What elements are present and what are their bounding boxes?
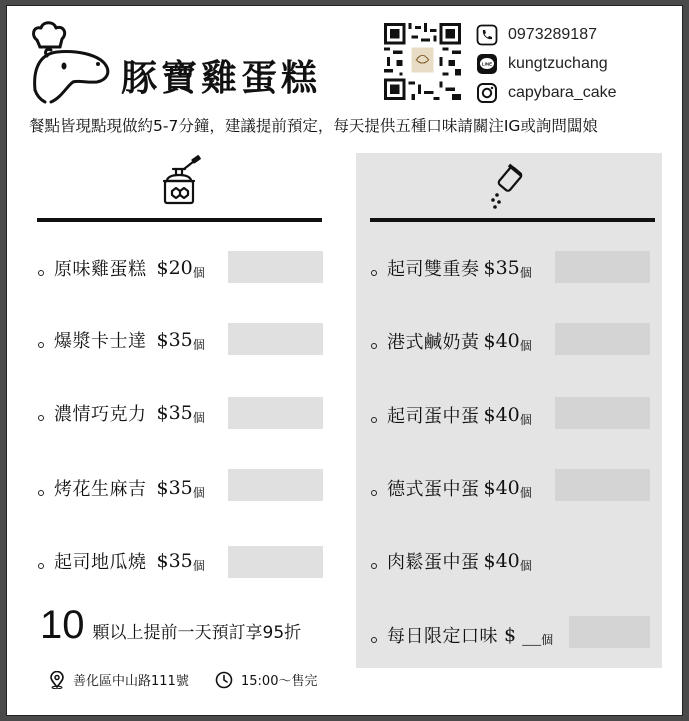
- svg-text:LINE: LINE: [481, 60, 493, 66]
- quantity-input-left-1[interactable]: [228, 251, 323, 283]
- menu-item-left-1: 原味雞蛋糕 $20 個: [38, 252, 205, 284]
- quantity-input-right-6[interactable]: [569, 616, 650, 648]
- menu-item-right-1: 起司雙重奏 $35 個: [371, 252, 532, 284]
- bullet-icon: [371, 637, 377, 643]
- phone-icon: [476, 24, 498, 46]
- bullet-icon: [371, 417, 377, 423]
- menu-item-left-5: 起司地瓜燒 $35 個: [38, 545, 205, 577]
- menu-item-left-3: 濃情巧克力 $35 個: [38, 397, 205, 429]
- bullet-icon: [38, 342, 44, 348]
- menu-item-right-5: 肉鬆蛋中蛋 $40 個: [371, 545, 532, 577]
- menu-item-right-4: 德式蛋中蛋 $40 個: [371, 472, 532, 504]
- quantity-input-right-4[interactable]: [555, 469, 650, 501]
- bullet-icon: [371, 270, 377, 276]
- menu-item-left-4: 烤花生麻吉 $35 個: [38, 472, 205, 504]
- bulk-order-promo: 10 顆以上提前一天預訂享95折: [40, 603, 302, 647]
- bullet-icon: [371, 490, 377, 496]
- quantity-input-left-2[interactable]: [228, 323, 323, 355]
- shaker-icon: [487, 162, 529, 212]
- contact-instagram[interactable]: capybara_cake: [476, 78, 676, 107]
- left-column-divider: [37, 218, 322, 222]
- menu-item-right-6: 每日限定口味 $ __ 個: [371, 619, 553, 651]
- clock-icon: [215, 671, 233, 689]
- quantity-input-left-3[interactable]: [228, 397, 323, 429]
- contact-phone[interactable]: 0973289187: [476, 20, 676, 49]
- footer-address: 善化區中山路111號: [49, 670, 189, 689]
- quantity-input-left-4[interactable]: [228, 469, 323, 501]
- location-pin-icon: [49, 671, 65, 689]
- right-column-divider: [370, 218, 655, 222]
- bullet-icon: [38, 415, 44, 421]
- bullet-icon: [371, 343, 377, 349]
- quantity-input-left-5[interactable]: [228, 546, 323, 578]
- menu-item-right-2: 港式鹹奶黃 $40 個: [371, 325, 532, 357]
- quantity-input-right-1[interactable]: [555, 251, 650, 283]
- quantity-input-right-2[interactable]: [555, 323, 650, 355]
- quantity-input-right-3[interactable]: [555, 397, 650, 429]
- brand-logo: [27, 20, 377, 110]
- line-icon: [476, 53, 498, 75]
- contact-line[interactable]: LINE kungtzuchang: [476, 49, 676, 78]
- menu-sheet: [6, 5, 683, 716]
- capybara-chef-icon: [27, 20, 112, 106]
- menu-item-right-3: 起司蛋中蛋 $40 個: [371, 399, 532, 431]
- order-notice: 餐點皆現點現做約5-7分鐘，建議提前預定，每天提供五種口味請關注IG或詢問闆娘: [29, 117, 598, 135]
- menu-item-left-2: 爆漿卡士達 $35 個: [38, 324, 205, 356]
- bullet-icon: [371, 563, 377, 569]
- instagram-icon: [476, 82, 498, 104]
- honey-jar-icon: [158, 155, 203, 207]
- bullet-icon: [38, 563, 44, 569]
- qr-code[interactable]: [384, 23, 461, 100]
- bullet-icon: [38, 490, 44, 496]
- footer-hours: 15:00～售完: [215, 670, 317, 689]
- contact-list: [476, 20, 676, 107]
- bullet-icon: [38, 270, 44, 276]
- brand-name: 豚寶雞蛋糕: [121, 57, 322, 99]
